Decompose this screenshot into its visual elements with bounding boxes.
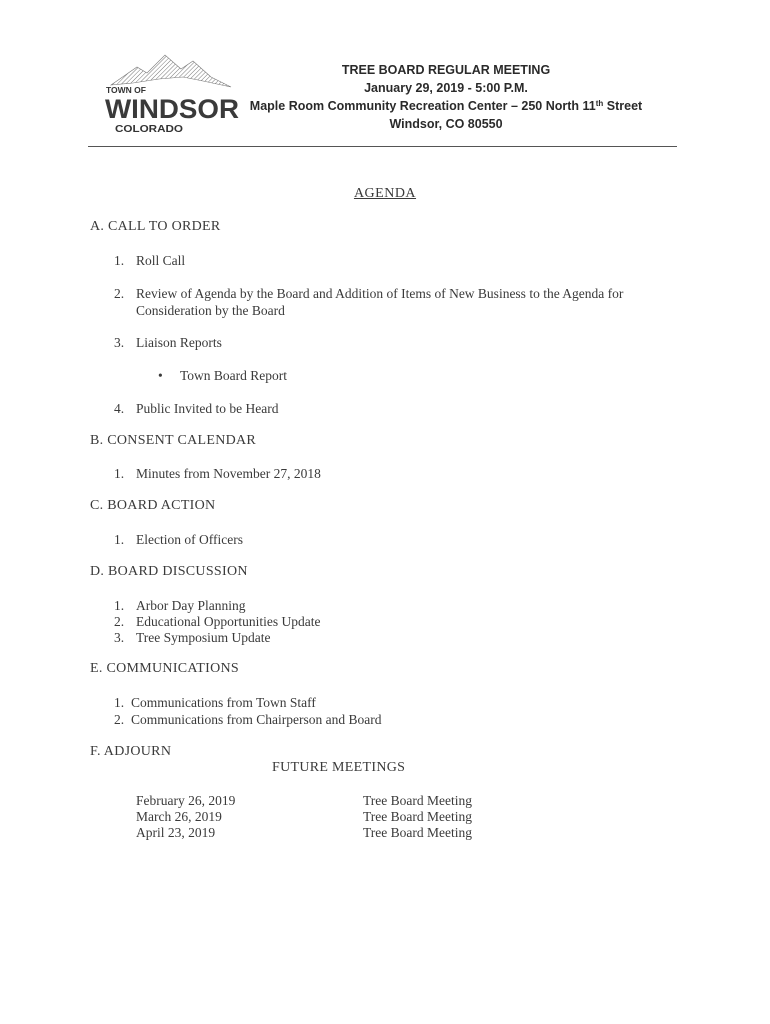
logo-town-of: TOWN OF xyxy=(106,85,146,95)
section-f-title: F. ADJOURN xyxy=(90,744,172,759)
meeting-name: Tree Board Meeting xyxy=(363,825,472,840)
meeting-location-street: Street xyxy=(603,99,643,113)
meeting-title: TREE BOARD REGULAR MEETING xyxy=(341,63,551,77)
bullet-icon: • xyxy=(158,368,163,383)
logo-colorado: COLORADO xyxy=(115,124,184,135)
meeting-city: Windsor, CO 80550 xyxy=(389,117,503,131)
item-number: 1. xyxy=(114,598,125,613)
item-number: 1. xyxy=(114,532,125,547)
item-number: 1. xyxy=(114,253,125,268)
item-text: Public Invited to be Heard xyxy=(136,401,279,416)
list-item xyxy=(114,711,674,728)
item-text: Arbor Day Planning xyxy=(136,598,246,613)
item-number: 3. xyxy=(114,630,125,645)
item-text: Town Board Report xyxy=(180,368,288,383)
item-text: Election of Officers xyxy=(136,532,243,547)
logo-windsor: WINDSOR xyxy=(105,94,239,124)
list-item xyxy=(114,334,674,351)
header-divider xyxy=(88,146,677,147)
meeting-location-sup: th xyxy=(595,99,604,108)
item-text: Communications from Chairperson and Board xyxy=(131,712,382,727)
agenda-title: AGENDA xyxy=(353,186,417,201)
section-b-title: B. CONSENT CALENDAR xyxy=(90,433,257,448)
section-d-title: D. BOARD DISCUSSION xyxy=(90,564,248,579)
section-a-title: A. CALL TO ORDER xyxy=(90,219,221,234)
item-text: Liaison Reports xyxy=(136,335,222,350)
mountains-icon xyxy=(111,55,231,87)
meeting-date: February 26, 2019 xyxy=(136,793,236,808)
meeting-date: March 26, 2019 xyxy=(136,809,222,824)
item-text: Tree Symposium Update xyxy=(136,630,271,645)
list-item xyxy=(114,613,674,630)
town-of-windsor-logo xyxy=(103,47,243,135)
item-number: 2. xyxy=(114,712,125,727)
list-item xyxy=(114,285,674,319)
meeting-date: April 23, 2019 xyxy=(136,825,216,840)
section-c-title: C. BOARD ACTION xyxy=(90,498,216,513)
item-text: Review of Agenda by the Board and Addition of Items of New Business to the Agenda for xyxy=(136,286,624,301)
list-item xyxy=(114,465,674,482)
list-item xyxy=(114,400,674,417)
meeting-datetime: January 29, 2019 - 5:00 P.M. xyxy=(364,81,528,95)
item-text: Communications from Town Staff xyxy=(131,695,316,710)
list-item xyxy=(114,629,674,646)
item-text: Roll Call xyxy=(136,253,186,268)
item-number: 3. xyxy=(114,335,125,350)
item-text-continued: Consideration by the Board xyxy=(136,303,285,318)
meeting-location-text: Maple Room Community Recreation Center – 250 North 11 xyxy=(249,99,596,113)
item-number: 4. xyxy=(114,401,125,416)
section-e-title: E. COMMUNICATIONS xyxy=(90,661,239,676)
item-text: Minutes from November 27, 2018 xyxy=(136,466,321,481)
bullet-item xyxy=(158,367,458,384)
meeting-header xyxy=(240,61,652,133)
list-item xyxy=(114,252,674,269)
item-number: 2. xyxy=(114,614,125,629)
list-item xyxy=(114,531,674,548)
list-item xyxy=(114,694,674,711)
item-number: 1. xyxy=(114,695,125,710)
list-item xyxy=(114,597,674,614)
meeting-name: Tree Board Meeting xyxy=(363,809,472,824)
meeting-location xyxy=(240,97,652,115)
item-text: Educational Opportunities Update xyxy=(136,614,321,629)
item-number: 2. xyxy=(114,286,125,301)
future-meetings-title: FUTURE MEETINGS xyxy=(272,760,406,775)
meeting-name: Tree Board Meeting xyxy=(363,793,472,808)
item-number: 1. xyxy=(114,466,125,481)
